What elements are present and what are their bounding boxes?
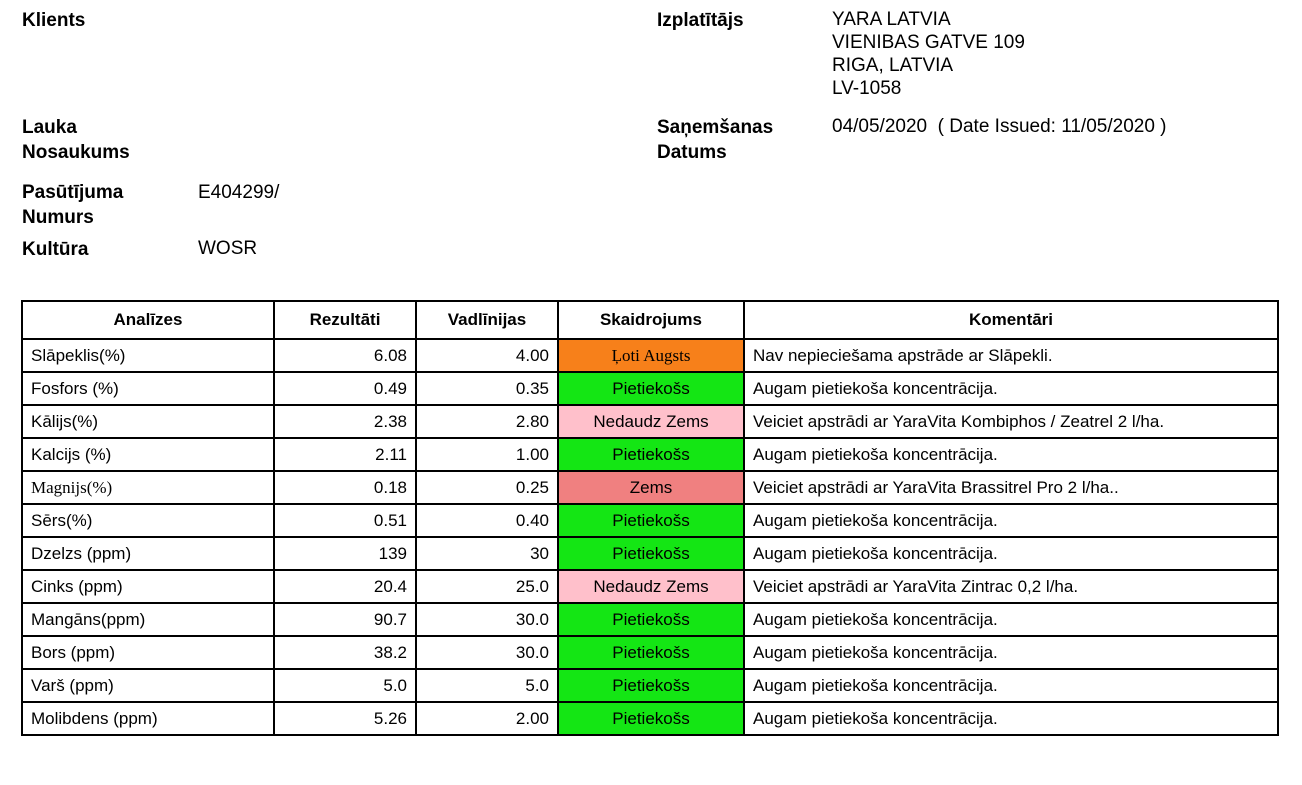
analysis-table [21, 300, 1279, 736]
result-cell: 0.49 [274, 372, 416, 405]
result-cell: 139 [274, 537, 416, 570]
status-cell: Pietiekošs [558, 603, 744, 636]
field-name-label: Lauka Nosaukums [22, 117, 130, 163]
result-cell: 90.7 [274, 603, 416, 636]
comment-cell: Nav nepieciešama apstrāde ar Slāpekli. [744, 339, 1278, 372]
comment-cell: Augam pietiekoša koncentrācija. [744, 372, 1278, 405]
status-cell: Nedaudz Zems [558, 405, 744, 438]
column-header: Skaidrojums [558, 301, 744, 339]
guideline-cell: 2.00 [416, 702, 558, 735]
result-cell: 20.4 [274, 570, 416, 603]
result-cell: 6.08 [274, 339, 416, 372]
comment-cell: Veiciet apstrādi ar YaraVita Kombiphos / Zeatrel 2 l/ha. [744, 405, 1278, 438]
client-label: Klients [22, 10, 86, 31]
analysis-cell: Magnijs(%) [22, 471, 274, 504]
table-row [22, 504, 1278, 537]
received-date-label: Saņemšanas Datums [657, 117, 774, 163]
analysis-cell: Mangāns(ppm) [22, 603, 274, 636]
analysis-cell: Fosfors (%) [22, 372, 274, 405]
received-date-value: 04/05/2020 ( Date Issued: 11/05/2020 ) [832, 116, 1167, 137]
guideline-cell: 0.35 [416, 372, 558, 405]
comment-cell: Augam pietiekoša koncentrācija. [744, 537, 1278, 570]
guideline-cell: 30.0 [416, 603, 558, 636]
result-cell: 5.0 [274, 669, 416, 702]
status-cell: Pietiekošs [558, 669, 744, 702]
comment-cell: Veiciet apstrādi ar YaraVita Zintrac 0,2 l/ha. [744, 570, 1278, 603]
guideline-cell: 5.0 [416, 669, 558, 702]
status-cell: Ļoti Augsts [558, 339, 744, 372]
table-row [22, 636, 1278, 669]
distributor-address [832, 8, 1025, 100]
address-line: RIGA, LATVIA [832, 55, 954, 76]
status-cell: Zems [558, 471, 744, 504]
guideline-cell: 4.00 [416, 339, 558, 372]
comment-cell: Augam pietiekoša koncentrācija. [744, 636, 1278, 669]
comment-cell: Augam pietiekoša koncentrācija. [744, 702, 1278, 735]
analysis-cell: Molibdens (ppm) [22, 702, 274, 735]
status-cell: Pietiekošs [558, 537, 744, 570]
order-number-label: Pasūtījuma Numurs [22, 182, 124, 228]
distributor-label: Izplatītājs [657, 10, 744, 31]
status-cell: Pietiekošs [558, 702, 744, 735]
status-cell: Pietiekošs [558, 504, 744, 537]
analysis-cell: Bors (ppm) [22, 636, 274, 669]
guideline-cell: 2.80 [416, 405, 558, 438]
status-cell: Pietiekošs [558, 372, 744, 405]
analysis-cell: Kalcijs (%) [22, 438, 274, 471]
result-cell: 38.2 [274, 636, 416, 669]
guideline-cell: 30 [416, 537, 558, 570]
table-row [22, 537, 1278, 570]
crop-value: WOSR [198, 238, 258, 259]
result-cell: 2.38 [274, 405, 416, 438]
column-header: Vadlīnijas [416, 301, 558, 339]
result-cell: 2.11 [274, 438, 416, 471]
result-cell: 0.18 [274, 471, 416, 504]
column-header: Komentāri [744, 301, 1278, 339]
table-row [22, 438, 1278, 471]
table-row [22, 405, 1278, 438]
address-line: LV-1058 [832, 78, 902, 99]
analysis-cell: Kālijs(%) [22, 405, 274, 438]
guideline-cell: 1.00 [416, 438, 558, 471]
guideline-cell: 0.25 [416, 471, 558, 504]
analysis-cell: Slāpeklis(%) [22, 339, 274, 372]
table-row [22, 471, 1278, 504]
column-header: Rezultāti [274, 301, 416, 339]
comment-cell: Augam pietiekoša koncentrācija. [744, 603, 1278, 636]
analysis-cell: Varš (ppm) [22, 669, 274, 702]
comment-cell: Augam pietiekoša koncentrācija. [744, 669, 1278, 702]
table-row [22, 702, 1278, 735]
comment-cell: Augam pietiekoša koncentrācija. [744, 438, 1278, 471]
address-line: VIENIBAS GATVE 109 [832, 32, 1025, 53]
analysis-cell: Cinks (ppm) [22, 570, 274, 603]
guideline-cell: 0.40 [416, 504, 558, 537]
guideline-cell: 30.0 [416, 636, 558, 669]
crop-label: Kultūra [22, 239, 89, 260]
status-cell: Pietiekošs [558, 636, 744, 669]
status-cell: Nedaudz Zems [558, 570, 744, 603]
analysis-cell: Sērs(%) [22, 504, 274, 537]
result-cell: 0.51 [274, 504, 416, 537]
table-row [22, 669, 1278, 702]
table-header-row [22, 301, 1278, 339]
table-row [22, 339, 1278, 372]
address-line: YARA LATVIA [832, 9, 951, 30]
result-cell: 5.26 [274, 702, 416, 735]
guideline-cell: 25.0 [416, 570, 558, 603]
analysis-cell: Dzelzs (ppm) [22, 537, 274, 570]
comment-cell: Augam pietiekoša koncentrācija. [744, 504, 1278, 537]
column-header: Analīzes [22, 301, 274, 339]
comment-cell: Veiciet apstrādi ar YaraVita Brassitrel Pro 2 l/ha.. [744, 471, 1278, 504]
table-row [22, 372, 1278, 405]
table-row [22, 603, 1278, 636]
status-cell: Pietiekošs [558, 438, 744, 471]
table-row [22, 570, 1278, 603]
order-number-value: E404299/ [198, 182, 280, 203]
